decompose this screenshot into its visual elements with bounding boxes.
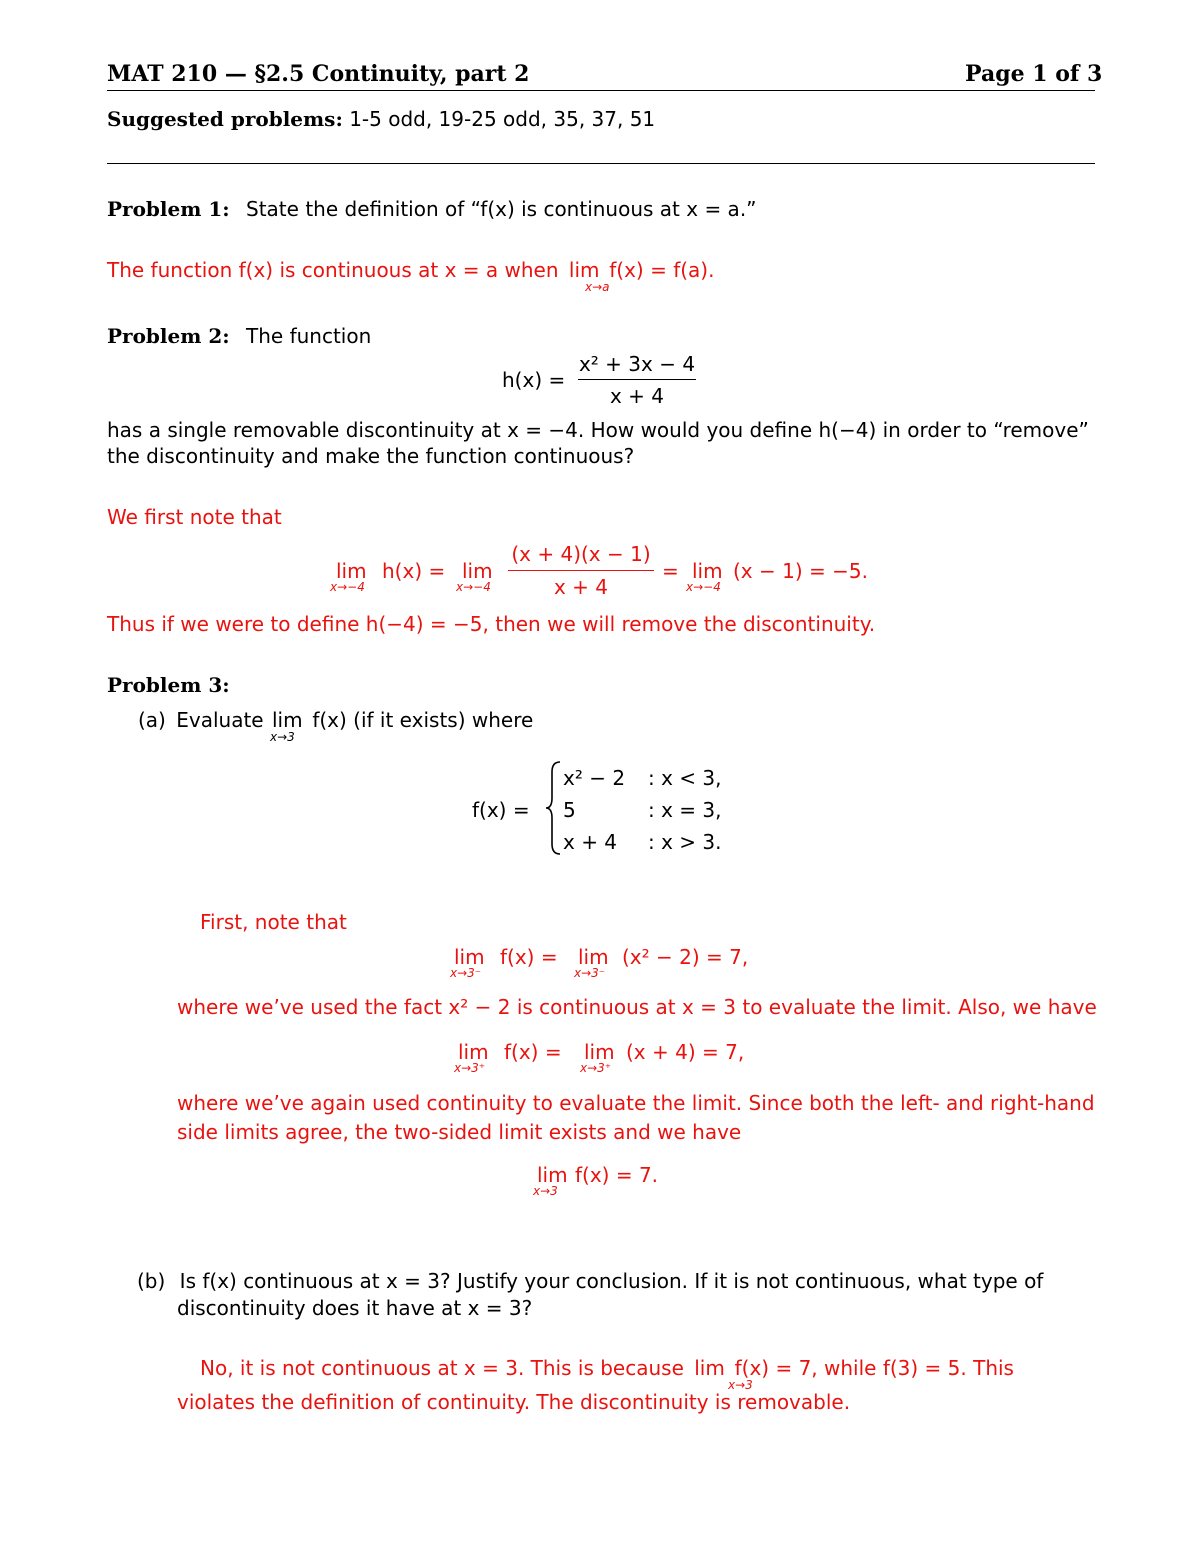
- problem3b-answer-line1: [200, 1356, 1014, 1380]
- left-limit-lim: lim: [454, 945, 485, 969]
- problem2-answer-conclusion: Thus if we were to define h(−4) = −5, then we will remove the discontinuity.: [107, 612, 876, 636]
- problem3a-answer-mid2-line1: where we’ve again used continuity to evaluate the limit. Since both the left- and right-hand: [177, 1091, 1095, 1115]
- problem2-text-line1: has a single removable discontinuity at x = −4. How would you define h(−4) in order to “remove”: [107, 418, 1089, 442]
- problem2-eq-h: h(x) =: [382, 559, 446, 583]
- problem2-eq-sub2: x→−4: [456, 580, 491, 594]
- left-limit-tail: (x² − 2) = 7,: [622, 945, 749, 969]
- problem2-eq-bar: [508, 570, 654, 571]
- left-limit-sub: x→3⁻: [450, 966, 482, 980]
- problem3b-line2: discontinuity does it have at x = 3?: [177, 1296, 533, 1320]
- problem1-answer-pre: The function f(x) is continuous at x = a when: [107, 258, 559, 282]
- problem2-intro: The function: [246, 324, 372, 348]
- problem3b-line1: [137, 1269, 1043, 1293]
- final-limit-tail: f(x) = 7.: [575, 1163, 659, 1187]
- problem1-answer-post: f(x) = f(a).: [609, 258, 715, 282]
- problem2-func-bar: [578, 379, 696, 380]
- right-limit-tail: (x + 4) = 7,: [626, 1040, 745, 1064]
- piece-cond-1: : x < 3,: [648, 766, 722, 790]
- problem2-eq-lim2: lim: [462, 559, 493, 583]
- piece-cond-3: : x > 3.: [648, 830, 722, 854]
- problem2-eq-equals: =: [662, 559, 679, 583]
- problem3a-text-pre: Evaluate: [176, 708, 264, 732]
- piece-expr-3: x + 4: [563, 830, 618, 854]
- problem2-func-lhs: h(x) =: [502, 368, 566, 392]
- piece-expr-2: 5: [563, 798, 576, 822]
- problem2-label: Problem 2:: [107, 324, 230, 348]
- problem3-label: Problem 3:: [107, 673, 230, 697]
- problem3b-answer-line2: violates the definition of continuity. The discontinuity is removable.: [177, 1390, 851, 1414]
- problem1-answer: [107, 258, 714, 282]
- right-limit-sub: x→3⁺: [454, 1061, 486, 1075]
- problem2-eq-lim3: lim: [692, 559, 723, 583]
- problem3b-answer-pre: No, it is not continuous at x = 3. This is because: [200, 1356, 684, 1380]
- left-limit-sub2: x→3⁻: [574, 966, 606, 980]
- piecewise-brace: [544, 760, 564, 856]
- problem2-eq-tail: (x − 1) = −5.: [733, 559, 868, 583]
- right-limit-lim2: lim: [584, 1040, 615, 1064]
- suggested-list: 1-5 odd, 19-25 odd, 35, 37, 51: [349, 107, 656, 131]
- right-limit-lim: lim: [458, 1040, 489, 1064]
- problem3b-label: (b): [137, 1269, 166, 1293]
- final-limit-sub: x→3: [533, 1184, 558, 1198]
- problem3a-answer-mid1: where we’ve used the fact x² − 2 is continuous at x = 3 to evaluate the limit. Also, we have: [177, 995, 1097, 1019]
- problem2-eq-lim1: lim: [336, 559, 367, 583]
- section-rule: [107, 163, 1095, 164]
- page-title: MAT 210 — §2.5 Continuity, part 2: [107, 61, 530, 87]
- suggested-label: Suggested problems:: [107, 107, 343, 131]
- problem3b-answer-sub: x→3: [728, 1378, 753, 1392]
- right-limit-f: f(x) =: [504, 1040, 562, 1064]
- problem1-answer-lim: lim: [568, 258, 600, 282]
- piece-expr-1: x² − 2: [563, 766, 626, 790]
- problem2-statement: [107, 324, 371, 348]
- problem1-label: Problem 1:: [107, 197, 230, 221]
- problem2-text-line2: the discontinuity and make the function continuous?: [107, 444, 635, 468]
- problem3b-text1: Is f(x) continuous at x = 3? Justify your conclusion. If it is not continuous, what type of: [179, 1269, 1044, 1293]
- left-limit-lim2: lim: [578, 945, 609, 969]
- right-limit-sub2: x→3⁺: [580, 1061, 612, 1075]
- piecewise-lhs: f(x) =: [472, 798, 530, 822]
- problem3a-lim: lim: [271, 708, 303, 732]
- problem3a-statement: [138, 708, 533, 732]
- problem3a-sub: x→3: [270, 730, 295, 744]
- header-rule: [107, 90, 1095, 91]
- problem2-func-numerator: x² + 3x − 4: [578, 352, 696, 376]
- piece-cond-2: : x = 3,: [648, 798, 722, 822]
- problem2-answer-intro: We first note that: [107, 505, 282, 529]
- final-limit-lim: lim: [537, 1163, 568, 1187]
- left-limit-f: f(x) =: [500, 945, 558, 969]
- problem2-func-denominator: x + 4: [609, 384, 665, 408]
- page-number: Page 1 of 3: [965, 61, 1103, 87]
- problem2-eq-denominator: x + 4: [553, 575, 609, 599]
- problem3b-answer-lim: lim: [694, 1356, 725, 1380]
- problem1-statement: [107, 197, 757, 221]
- problem1-answer-sub: x→a: [585, 280, 610, 294]
- problem2-eq-sub1: x→−4: [330, 580, 365, 594]
- suggested-problems: [107, 107, 655, 131]
- problem1-text: State the definition of “f(x) is continuous at x = a.”: [246, 197, 757, 221]
- problem2-eq-numerator: (x + 4)(x − 1): [511, 542, 651, 566]
- problem3a-answer-mid2-line2: side limits agree, the two-sided limit exists and we have: [177, 1120, 742, 1144]
- problem3a-label: (a): [138, 708, 166, 732]
- problem2-eq-sub3: x→−4: [686, 580, 721, 594]
- problem3b-answer-post: f(x) = 7, while f(3) = 5. This: [734, 1356, 1014, 1380]
- problem3a-answer-first: First, note that: [200, 910, 347, 934]
- problem3a-text-post: f(x) (if it exists) where: [312, 708, 534, 732]
